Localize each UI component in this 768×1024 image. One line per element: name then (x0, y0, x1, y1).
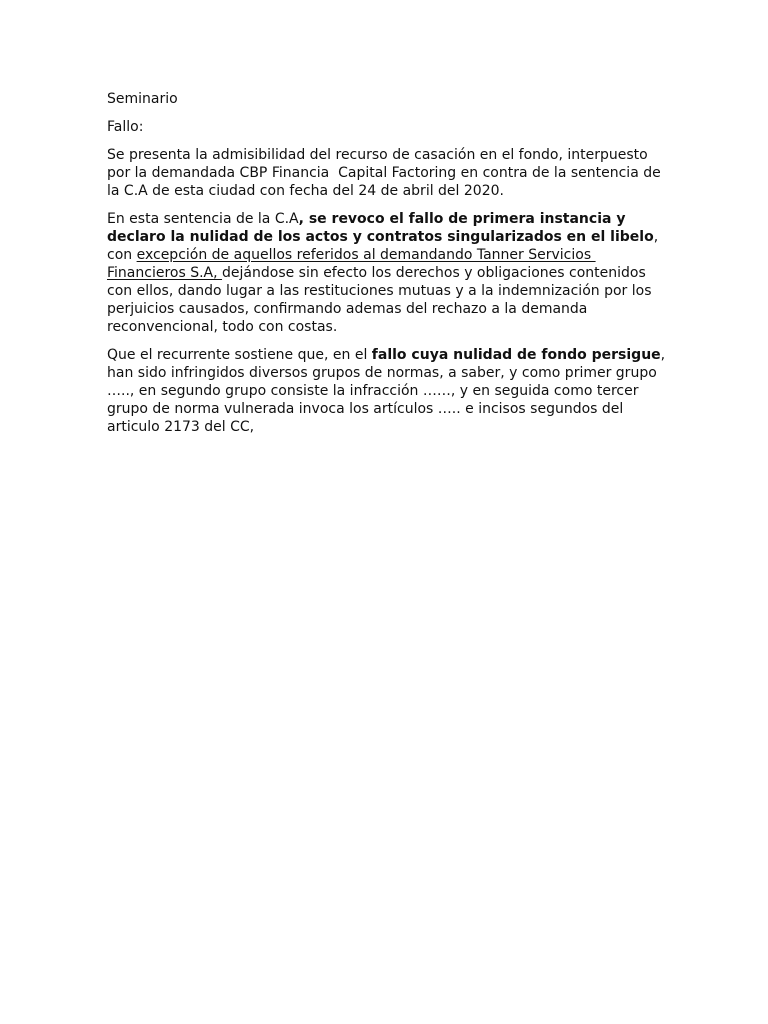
paragraph-line (107, 210, 667, 228)
paragraph-line: perjuicios causados, confirmando ademas del rechazo a la demanda (107, 301, 588, 317)
paragraph-line (107, 264, 667, 282)
paragraph-line: han sido infringidos diversos grupos de normas, a saber, y como primer grupo (107, 365, 657, 381)
paragraph-line (107, 246, 667, 264)
paragraph-recurrente (107, 346, 667, 436)
paragraph-line (107, 346, 667, 364)
paragraph-line: Se presenta la admisibilidad del recurso de casación en el fondo, interpuesto (107, 147, 648, 163)
text-run: , (653, 229, 659, 245)
bold-text: declaro la nulidad de los actos y contratos singularizados en el libelo (107, 229, 654, 245)
paragraph-admisibilidad (107, 146, 667, 200)
section-label (107, 118, 667, 136)
paragraph-line (107, 228, 667, 246)
underlined-text: Financieros S.A, (107, 265, 223, 281)
section-label-text: Fallo: (107, 119, 144, 135)
paragraph-line: articulo 2173 del CC, (107, 419, 255, 435)
paragraph-line: reconvencional, todo con costas. (107, 319, 338, 335)
document-page (107, 90, 667, 446)
paragraph-line: la C.A de esta ciudad con fecha del 24 de abril del 2020. (107, 183, 504, 199)
text-run: con (107, 247, 137, 263)
text-run: dejándose sin efecto los derechos y obligaciones contenidos (222, 265, 646, 281)
text-run: En esta sentencia de la C.A (107, 211, 299, 227)
paragraph-line: ….., en segundo grupo consiste la infracción ……, y en seguida como tercer (107, 383, 639, 399)
underlined-text: excepción de aquellos referidos al demandando Tanner Servicios (136, 247, 596, 263)
paragraph-sentencia (107, 210, 667, 336)
document-title (107, 90, 667, 108)
text-run: Que el recurrente sostiene que, en el (107, 347, 372, 363)
paragraph-line: por la demandada CBP Financia Capital Factoring en contra de la sentencia de (107, 165, 661, 181)
title-text: Seminario (107, 91, 178, 107)
paragraph-line: con ellos, dando lugar a las restituciones mutuas y a la indemnización por los (107, 283, 652, 299)
text-run: , (660, 347, 666, 363)
bold-text: fallo cuya nulidad de fondo persigue (371, 347, 661, 363)
bold-text: , se revoco el fallo de primera instancia y (298, 211, 626, 227)
paragraph-line: grupo de norma vulnerada invoca los artículos ….. e incisos segundos del (107, 401, 624, 417)
